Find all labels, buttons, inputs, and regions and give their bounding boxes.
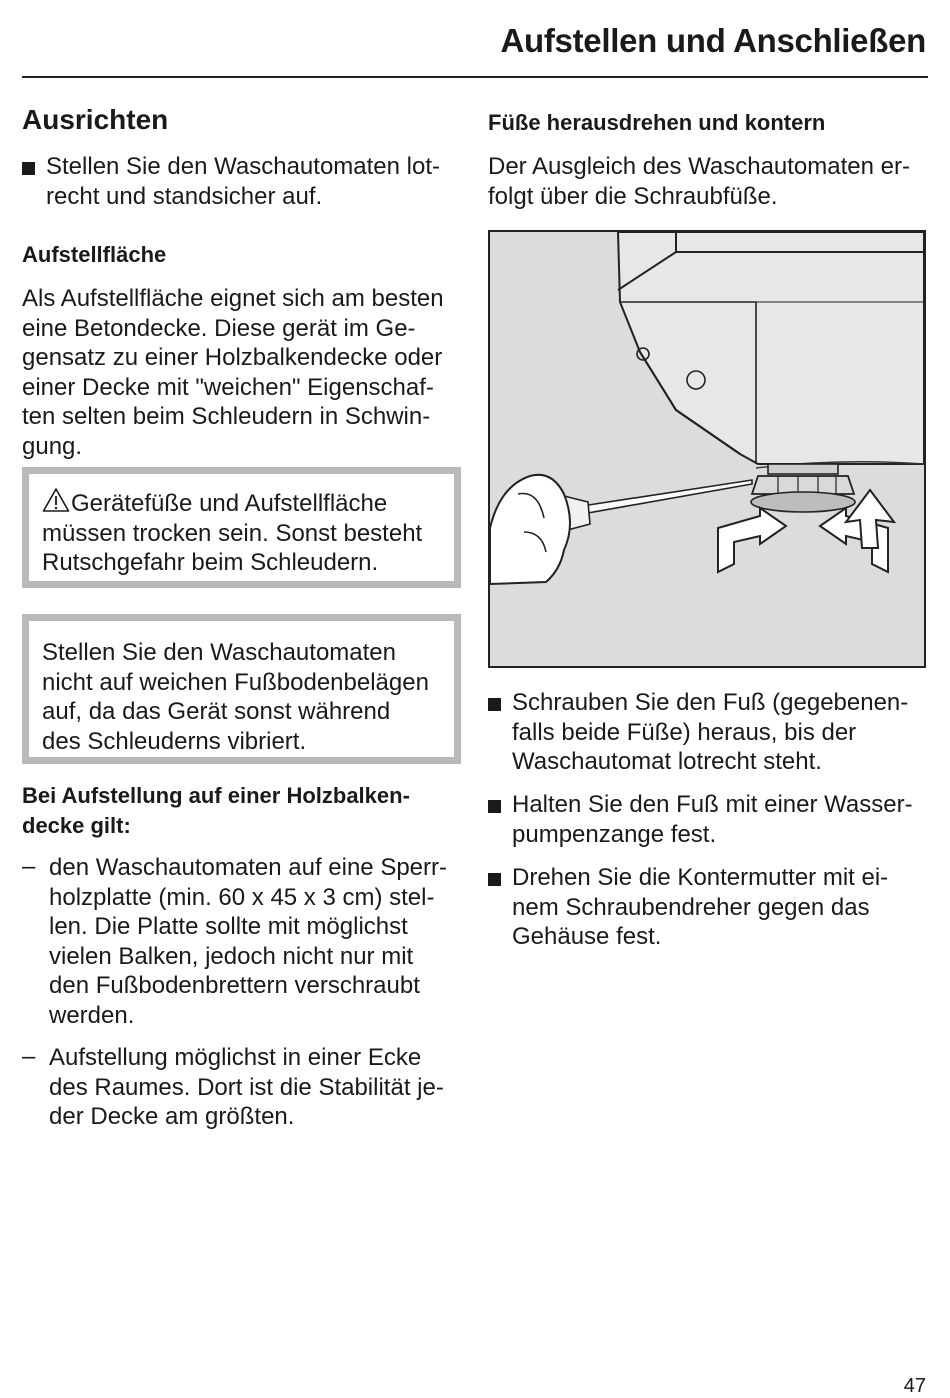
surface-paragraph: Als Aufstellfläche eignet sich am besten eine Betondecke. Diese gerät im Ge- gensatz zu einer Holzbalkendecke oder einer Decke mit "weichen" Eigenschaf- ten selten beim Schleudern in Schwin- gung. xyxy=(22,285,444,460)
wood-ceiling-heading: Bei Aufstellung auf einer Holzbalken- decke gilt: xyxy=(22,783,410,838)
section-heading-ausrichten: Ausrichten xyxy=(22,104,169,135)
page-number: 47 xyxy=(903,1375,926,1397)
header-divider xyxy=(22,76,928,78)
warning-box: Gerätefüße und Aufstellfläche müssen trocken sein. Sonst besteht Rutschgefahr beim Schleudern. xyxy=(22,467,461,588)
warning-triangle-icon xyxy=(42,487,70,513)
illustration-svg xyxy=(490,232,924,666)
square-bullet-icon xyxy=(22,162,35,175)
feet-heading: Füße herausdrehen und kontern xyxy=(488,110,826,135)
square-bullet-icon xyxy=(488,698,501,711)
square-bullet-icon xyxy=(488,873,501,886)
feet-intro: Der Ausgleich des Waschautomaten er- folgt über die Schraubfüße. xyxy=(488,153,910,210)
square-bullet-icon xyxy=(488,800,501,813)
note-box: Stellen Sie den Waschautomaten nicht auf weichen Fußbodenbelägen auf, da das Gerät sonst während des Schleuderns vibriert. xyxy=(22,614,461,764)
page-title: Aufstellen und Anschließen xyxy=(500,22,926,59)
adjusting-foot-illustration xyxy=(488,230,926,668)
dash-bullet: – xyxy=(22,853,36,880)
surface-heading: Aufstellfläche xyxy=(22,242,167,267)
dash-bullet: – xyxy=(22,1043,36,1070)
